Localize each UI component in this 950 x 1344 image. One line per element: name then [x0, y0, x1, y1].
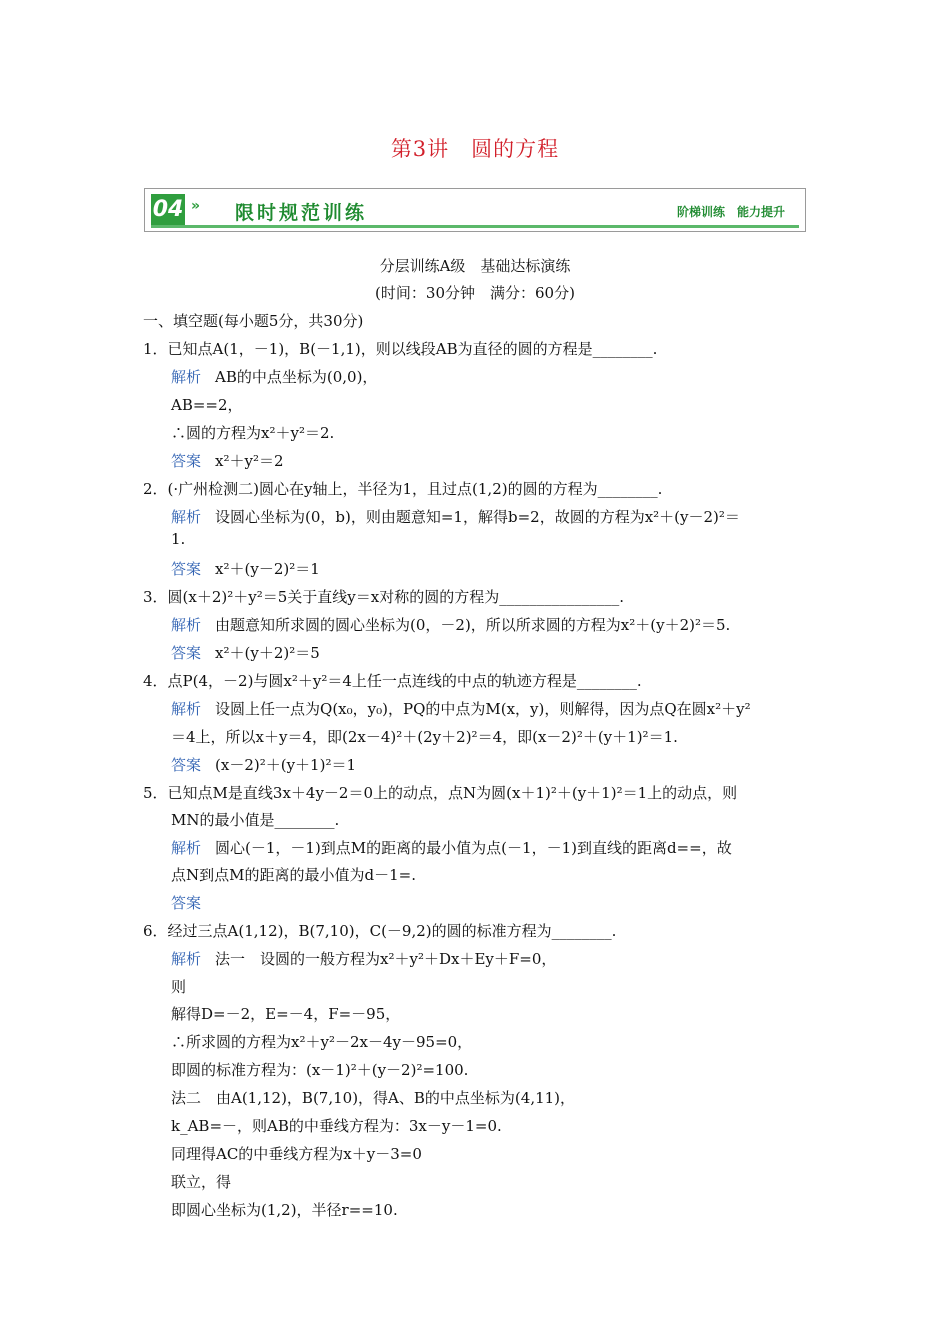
line-label: 解析 [171, 368, 202, 386]
line-text: 一、填空题(每小题5分，共30分) [143, 312, 364, 330]
section-banner [144, 188, 806, 232]
line-label: 答案 [171, 756, 202, 774]
text-line [171, 864, 416, 885]
text-line [171, 558, 320, 579]
text-line [171, 837, 732, 858]
text-line [171, 366, 377, 387]
text-line [171, 1171, 231, 1192]
line-text: x²＋y²＝2 [215, 452, 284, 470]
line-text: 设圆上任一点为Q(x₀，y₀)，PQ的中点为M(x，y)，则解得，因为点Q在圆x²＋y² [215, 700, 751, 718]
line-text: ∴圆的方程为x²＋y²＝2. [171, 424, 335, 442]
line-text: MN的最小值是________. [171, 811, 340, 829]
text-line [171, 506, 740, 527]
text-line [171, 614, 730, 635]
line-text: x²＋(y＋2)²＝5 [215, 644, 320, 662]
line-label: 解析 [171, 839, 202, 857]
text-line [171, 1115, 502, 1136]
text-line [171, 976, 186, 997]
line-text: 法二 由A(1,12)，B(7,10)，得A、B的中点坐标为(4,11)， [171, 1089, 576, 1107]
line-text: 设圆心坐标为(0，b)，则由题意知=1，解得b=2，故圆的方程为x²＋(y－2)²＝ [215, 508, 740, 526]
subtitle: 分层训练A级 基础达标演练 [379, 257, 571, 275]
line-text: (x－2)²＋(y＋1)²＝1 [215, 756, 357, 774]
line-text: x²＋(y－2)²＝1 [215, 560, 320, 578]
text-line [171, 1087, 575, 1108]
text-line [143, 310, 363, 331]
line-label: 解析 [171, 950, 202, 968]
double-arrow-icon: » [191, 198, 201, 214]
line-text: ∴所求圆的方程为x²＋y²－2x－4y－95=0， [171, 1033, 473, 1051]
line-text: 解得D=－2，E=－4，F=－95， [171, 1005, 401, 1023]
line-text: 3．圆(x＋2)²＋y²＝5关于直线y＝x对称的圆的方程为________________. [143, 588, 624, 606]
text-line [171, 892, 215, 913]
text-line [143, 478, 662, 499]
line-label: 解析 [171, 508, 202, 526]
text-line [171, 422, 334, 443]
line-text: 即圆的标准方程为：(x－1)²＋(y－2)²=100. [171, 1061, 469, 1079]
line-text: 法一 设圆的一般方程为x²＋y²＋Dx＋Ey＋F=0， [215, 950, 557, 968]
line-text: AB==2， [171, 396, 243, 414]
line-text: AB的中点坐标为(0,0)， [215, 368, 378, 386]
text-line [143, 782, 737, 803]
line-label: 答案 [171, 644, 202, 662]
text-line [171, 1059, 468, 1080]
line-text: 5．已知点M是直线3x＋4y－2＝0上的动点，点N为圆(x＋1)²＋(y＋1)²＝1上的动点，则 [143, 784, 738, 802]
banner-title: 限时规范训练 [235, 202, 368, 224]
line-label: 解析 [171, 616, 202, 634]
text-line [171, 530, 185, 548]
line-label: 解析 [171, 700, 202, 718]
line-text: 由题意知所求圆的圆心坐标为(0，－2)，所以所求圆的方程为x²＋(y＋2)²＝5. [215, 616, 731, 634]
text-line [171, 726, 678, 747]
line-text: 1. [171, 530, 186, 548]
time-info: (时间：30分钟 满分：60分) [375, 284, 575, 302]
line-label: 答案 [171, 560, 202, 578]
text-line [171, 642, 320, 663]
page-title: 第3讲 圆的方程 [390, 137, 560, 161]
line-label: 答案 [171, 894, 202, 912]
line-label: 答案 [171, 452, 202, 470]
text-line [171, 1143, 422, 1164]
text-line [171, 1199, 398, 1220]
banner-slogan: 阶梯训练 能力提升 [676, 205, 785, 219]
text-line [143, 920, 616, 941]
text-line [171, 1031, 472, 1052]
text-line [171, 948, 556, 969]
line-text: ＝4上，所以x＋y＝4，即(2x－4)²＋(2y＋2)²＝4，即(x－2)²＋(y＋1)²＝1. [171, 728, 678, 746]
line-text: 圆心(－1，－1)到点M的距离的最小值为点(－1，－1)到直线的距离d==，故 [215, 839, 732, 857]
line-text: 4．点P(4，－2)与圆x²＋y²＝4上任一点连线的中点的轨迹方程是________. [143, 672, 642, 690]
text-line [143, 670, 642, 691]
line-text: 1．已知点A(1，－1)，B(－1,1)，则以线段AB为直径的圆的方程是________. [143, 340, 658, 358]
text-line [171, 1003, 400, 1024]
text-line [171, 394, 243, 415]
text-line [171, 754, 356, 775]
line-text: 点N到点M的距离的最小值为d－1=. [171, 866, 416, 884]
line-text: 同理得AC的中垂线方程为x＋y－3=0 [171, 1145, 422, 1163]
banner-stripe [151, 225, 799, 228]
text-line [143, 586, 624, 607]
section-number: 04 [151, 194, 185, 226]
text-line [171, 809, 339, 830]
text-line [171, 450, 284, 471]
line-text: k_AB=－，则AB的中垂线方程为：3x－y－1=0. [171, 1117, 502, 1135]
line-text: 2．(·广州检测二)圆心在y轴上，半径为1，且过点(1,2)的圆的方程为________. [143, 480, 663, 498]
line-text: 6．经过三点A(1,12)，B(7,10)，C(－9,2)的圆的标准方程为________. [143, 922, 617, 940]
line-text: 则 [171, 978, 187, 996]
line-text: 即圆心坐标为(1,2)，半径r==10. [171, 1201, 398, 1219]
text-line [143, 338, 657, 359]
text-line [171, 698, 751, 719]
line-text: 联立，得 [171, 1173, 232, 1191]
